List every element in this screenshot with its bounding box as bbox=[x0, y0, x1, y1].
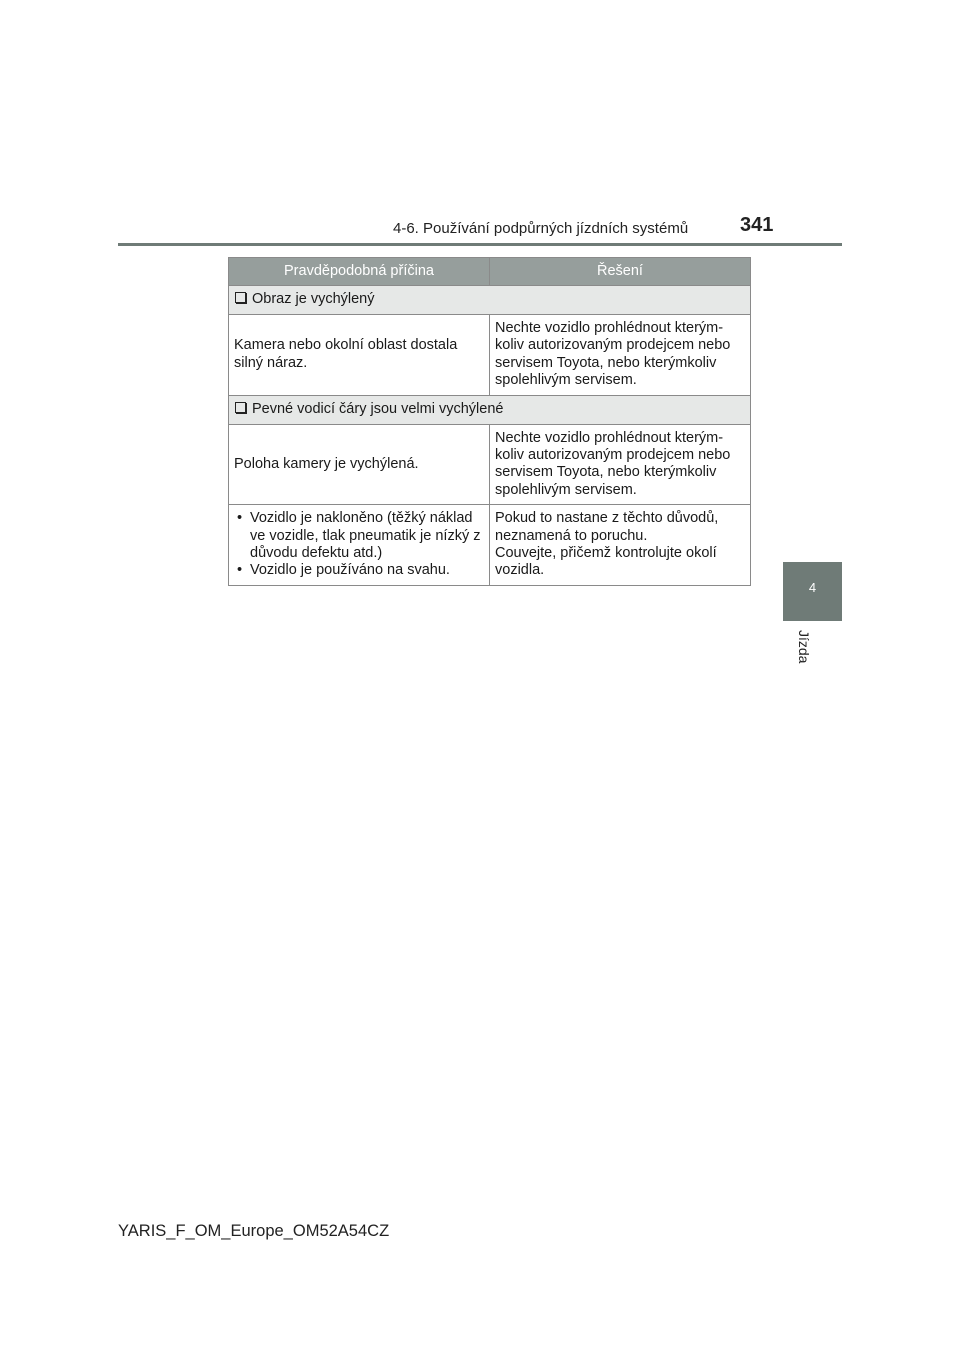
cause-list-item: • Vozidlo je nakloněno (těžký náklad ve vozidle, tlak pneumatik je nízký z důvodu defektu atd.) bbox=[234, 510, 484, 562]
group-row bbox=[229, 395, 751, 424]
solution-cell: Nechte vozidlo prohlédnout kterým-koliv autorizovaným prodejcem nebo servisem Toyota, nebo kterýmkoliv spolehlivým servisem. bbox=[490, 424, 751, 505]
group-row bbox=[229, 286, 751, 315]
cause-cell bbox=[229, 505, 490, 586]
chapter-tab bbox=[783, 562, 842, 621]
cause-cell: Poloha kamery je vychýlená. bbox=[229, 424, 490, 505]
table-row bbox=[229, 424, 751, 505]
column-header-solution: Řešení bbox=[490, 258, 751, 286]
footer-doc-code: YARIS_F_OM_Europe_OM52A54CZ bbox=[118, 1222, 390, 1240]
cause-list bbox=[234, 510, 484, 580]
group-title: Obraz je vychýlený bbox=[252, 291, 375, 308]
column-header-cause: Pravděpodobná příčina bbox=[229, 258, 490, 286]
section-title: 4-6. Používání podpůrných jízdních systémů bbox=[393, 220, 689, 237]
checkbox-bullet-icon bbox=[235, 292, 246, 303]
causes-solutions-table bbox=[228, 257, 751, 586]
table-header-row bbox=[229, 258, 751, 286]
group-title-cell bbox=[229, 395, 751, 424]
solution-cell: Nechte vozidlo prohlédnout kterým-koliv autorizovaným prodejcem nebo servisem Toyota, nebo kterýmkoliv spolehlivým servisem. bbox=[490, 315, 751, 396]
solution-cell bbox=[490, 505, 751, 586]
checkbox-bullet-icon bbox=[235, 402, 246, 413]
solution-line: Couvejte, přičemž kontrolujte okolí vozidla. bbox=[495, 544, 717, 579]
solution-line: Pokud to nastane z těchto důvodů, neznamená to poruchu. bbox=[495, 510, 719, 544]
page-number: 341 bbox=[740, 214, 774, 236]
header-rule bbox=[118, 243, 842, 246]
cause-list-item: • Vozidlo je používáno na svahu. bbox=[234, 562, 484, 579]
table-row bbox=[229, 505, 751, 586]
cause-cell: Kamera nebo okolní oblast dostala silný náraz. bbox=[229, 315, 490, 396]
group-title-cell bbox=[229, 286, 751, 315]
table-row bbox=[229, 315, 751, 396]
chapter-label: Jízda bbox=[796, 630, 812, 664]
group-title: Pevné vodicí čáry jsou velmi vychýlené bbox=[252, 400, 504, 417]
chapter-number: 4 bbox=[808, 580, 817, 595]
